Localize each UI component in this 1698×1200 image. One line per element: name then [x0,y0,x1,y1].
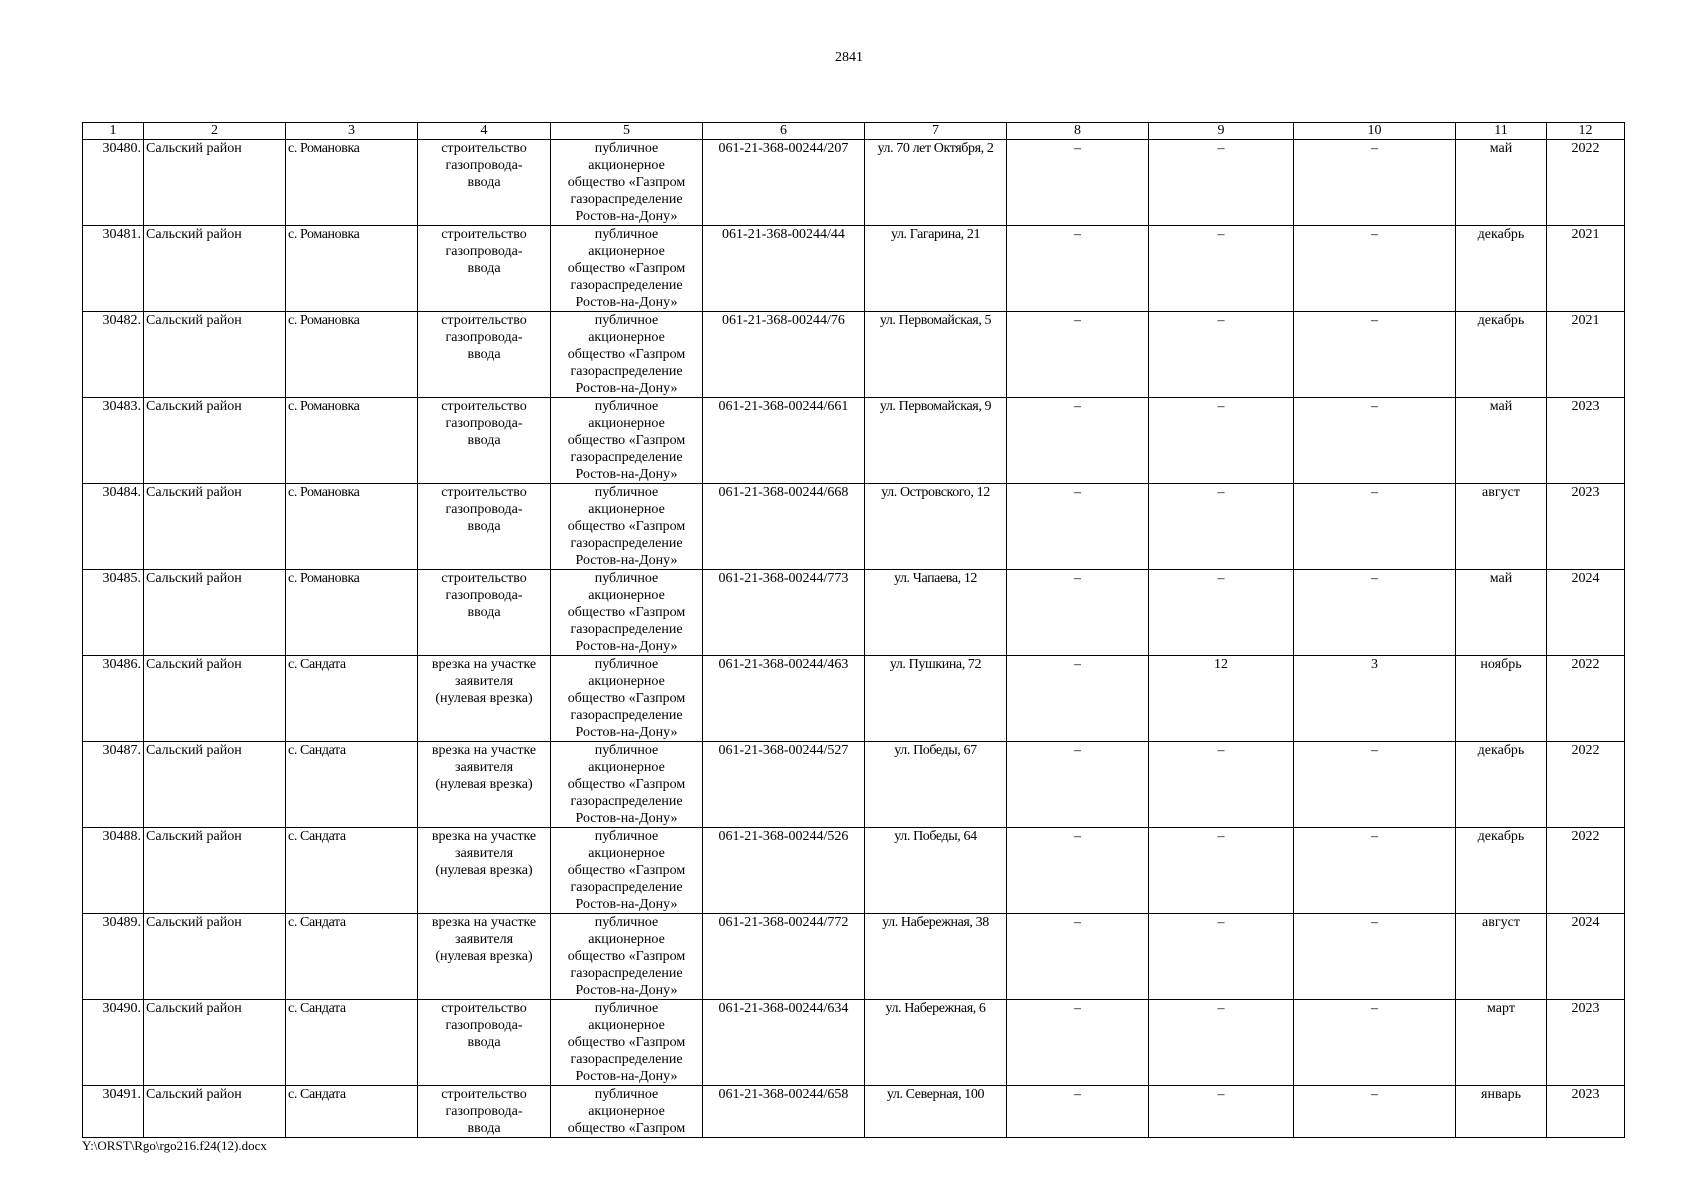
address-cell: ул. Островского, 12 [865,484,1007,570]
year-cell: 2022 [1547,140,1625,226]
work-type-cell [418,1086,551,1138]
column-8-cell: – [1007,828,1149,914]
work-type-cell-line: газопровода- [445,1104,523,1119]
settlement-cell: с. Романовка [286,398,418,484]
year-cell: 2023 [1547,484,1625,570]
column-9-cell: – [1149,1086,1294,1138]
organization-cell-line: общество «Газпром [567,949,686,964]
organization-cell-line: Ростов-на-Дону» [575,467,678,482]
column-9-cell: – [1149,1000,1294,1086]
column-number-row [83,123,1625,140]
year-cell: 2022 [1547,742,1625,828]
work-type-cell-line: строительство [441,313,527,328]
month-cell: декабрь [1456,742,1547,828]
settlement-cell: с. Романовка [286,484,418,570]
district-cell: Сальский район [144,742,286,828]
work-type-cell [418,914,551,1000]
project-code-cell: 061-21-368-00244/772 [703,914,865,1000]
table-row [83,1000,1625,1086]
organization-cell-line: общество «Газпром [567,777,686,792]
settlement-cell: с. Сандата [286,828,418,914]
organization-cell [551,312,703,398]
organization-cell-line: публичное [594,485,659,500]
page-number: 2841 [835,50,863,65]
project-code-cell: 061-21-368-00244/44 [703,226,865,312]
column-9-cell: – [1149,828,1294,914]
organization-cell-line: публичное [594,141,659,156]
organization-cell [551,914,703,1000]
column-8-cell: – [1007,742,1149,828]
row-number: 30483. [83,398,144,484]
work-type-cell-line: газопровода- [445,588,523,603]
work-type-cell-line: врезка на участке [431,657,537,672]
row-number: 30487. [83,742,144,828]
work-type-cell-line: газопровода- [445,1018,523,1033]
work-type-cell-line: ввода [467,433,501,448]
work-type-cell-line: заявителя [454,674,514,689]
organization-cell-line: общество «Газпром [567,691,686,706]
column-number: 8 [1007,123,1149,140]
organization-cell-line: публичное [594,313,659,328]
work-type-cell [418,570,551,656]
work-type-cell-line: ввода [467,519,501,534]
row-number: 30489. [83,914,144,1000]
table-row [83,742,1625,828]
organization-cell-line: Ростов-на-Дону» [575,209,678,224]
organization-cell-line: акционерное [588,416,665,431]
year-cell: 2023 [1547,1086,1625,1138]
work-type-cell-line: строительство [441,227,527,242]
organization-cell-line: общество «Газпром [567,605,686,620]
organization-cell-line: общество «Газпром [567,519,686,534]
month-cell: март [1456,1000,1547,1086]
column-9-cell: – [1149,312,1294,398]
month-cell: январь [1456,1086,1547,1138]
project-code-cell: 061-21-368-00244/526 [703,828,865,914]
settlement-cell: с. Сандата [286,742,418,828]
column-10-cell: – [1294,570,1456,656]
organization-cell-line: газораспределение [570,278,683,293]
organization-cell-line: газораспределение [570,880,683,895]
organization-cell-line: газораспределение [570,192,683,207]
column-10-cell: – [1294,226,1456,312]
work-type-cell [418,398,551,484]
organization-cell-line: публичное [594,657,659,672]
column-8-cell: – [1007,226,1149,312]
district-cell: Сальский район [144,312,286,398]
organization-cell-line: общество «Газпром [567,433,686,448]
column-9-cell: – [1149,742,1294,828]
organization-cell-line: акционерное [588,760,665,775]
organization-cell-line: газораспределение [570,794,683,809]
table-row [83,140,1625,226]
column-9-cell: – [1149,484,1294,570]
column-number: 6 [703,123,865,140]
column-8-cell: – [1007,484,1149,570]
district-cell: Сальский район [144,226,286,312]
settlement-cell: с. Сандата [286,1086,418,1138]
work-type-cell [418,1000,551,1086]
year-cell: 2021 [1547,226,1625,312]
table-body [83,140,1625,1138]
project-code-cell: 061-21-368-00244/634 [703,1000,865,1086]
district-cell: Сальский район [144,570,286,656]
district-cell: Сальский район [144,914,286,1000]
column-10-cell: – [1294,398,1456,484]
month-cell: декабрь [1456,312,1547,398]
address-cell: ул. Северная, 100 [865,1086,1007,1138]
organization-cell [551,656,703,742]
column-8-cell: – [1007,398,1149,484]
row-number: 30480. [83,140,144,226]
column-number: 10 [1294,123,1456,140]
month-cell: декабрь [1456,828,1547,914]
organization-cell-line: акционерное [588,674,665,689]
table-row [83,484,1625,570]
organization-cell-line: газораспределение [570,536,683,551]
work-type-cell-line: ввода [467,175,501,190]
row-number: 30486. [83,656,144,742]
work-type-cell-line: строительство [441,141,527,156]
organization-cell [551,398,703,484]
organization-cell-line: Ростов-на-Дону» [575,1069,678,1084]
work-type-cell-line: врезка на участке [431,743,537,758]
work-type-cell-line: газопровода- [445,244,523,259]
work-type-cell [418,656,551,742]
column-10-cell: – [1294,1000,1456,1086]
project-code-cell: 061-21-368-00244/207 [703,140,865,226]
organization-cell-line: акционерное [588,846,665,861]
organization-cell-line: акционерное [588,330,665,345]
column-10-cell: – [1294,312,1456,398]
year-cell: 2023 [1547,1000,1625,1086]
table-row [83,656,1625,742]
year-cell: 2023 [1547,398,1625,484]
organization-cell-line: Ростов-на-Дону» [575,897,678,912]
organization-cell-line: акционерное [588,244,665,259]
row-number: 30481. [83,226,144,312]
organization-cell [551,828,703,914]
organization-cell-line: общество «Газпром [567,1121,686,1136]
settlement-cell: с. Сандата [286,1000,418,1086]
year-cell: 2024 [1547,570,1625,656]
work-type-cell-line: заявителя [454,932,514,947]
year-cell: 2022 [1547,656,1625,742]
column-number: 1 [83,123,144,140]
organization-cell-line: газораспределение [570,450,683,465]
work-type-cell-line: (нулевая врезка) [435,691,533,706]
organization-cell [551,226,703,312]
column-9-cell: – [1149,398,1294,484]
organization-cell-line: акционерное [588,588,665,603]
project-code-cell: 061-21-368-00244/527 [703,742,865,828]
work-type-cell-line: ввода [467,261,501,276]
column-8-cell: – [1007,1086,1149,1138]
year-cell: 2022 [1547,828,1625,914]
district-cell: Сальский район [144,828,286,914]
row-number: 30488. [83,828,144,914]
column-10-cell: 3 [1294,656,1456,742]
column-10-cell: – [1294,828,1456,914]
organization-cell-line: газораспределение [570,1052,683,1067]
organization-cell-line: публичное [594,1087,659,1102]
column-8-cell: – [1007,1000,1149,1086]
organization-cell-line: Ростов-на-Дону» [575,725,678,740]
work-type-cell-line: ввода [467,605,501,620]
month-cell: август [1456,484,1547,570]
work-type-cell-line: строительство [441,571,527,586]
organization-cell-line: Ростов-на-Дону» [575,295,678,310]
work-type-cell-line: ввода [467,1035,501,1050]
work-type-cell-line: ввода [467,347,501,362]
work-type-cell-line: строительство [441,1001,527,1016]
column-9-cell: – [1149,226,1294,312]
work-type-cell [418,828,551,914]
address-cell: ул. Чапаева, 12 [865,570,1007,656]
organization-cell-line: Ростов-на-Дону» [575,639,678,654]
column-10-cell: – [1294,914,1456,1000]
column-8-cell: – [1007,312,1149,398]
column-9-cell: 12 [1149,656,1294,742]
organization-cell-line: публичное [594,399,659,414]
work-type-cell-line: строительство [441,399,527,414]
month-cell: май [1456,140,1547,226]
address-cell: ул. Гагарина, 21 [865,226,1007,312]
work-type-cell [418,742,551,828]
work-type-cell-line: врезка на участке [431,829,537,844]
organization-cell-line: общество «Газпром [567,863,686,878]
organization-cell-line: публичное [594,915,659,930]
organization-cell-line: газораспределение [570,708,683,723]
district-cell: Сальский район [144,656,286,742]
organization-cell-line: общество «Газпром [567,261,686,276]
year-cell: 2024 [1547,914,1625,1000]
work-type-cell-line: строительство [441,485,527,500]
work-type-cell [418,312,551,398]
project-code-cell: 061-21-368-00244/661 [703,398,865,484]
work-type-cell-line: строительство [441,1087,527,1102]
address-cell: ул. Набережная, 6 [865,1000,1007,1086]
work-type-cell [418,226,551,312]
organization-cell-line: общество «Газпром [567,175,686,190]
table-row [83,570,1625,656]
column-number: 3 [286,123,418,140]
column-number: 12 [1547,123,1625,140]
organization-cell-line: публичное [594,1001,659,1016]
month-cell: ноябрь [1456,656,1547,742]
table-row [83,398,1625,484]
settlement-cell: с. Сандата [286,914,418,1000]
column-10-cell: – [1294,140,1456,226]
work-type-cell-line: газопровода- [445,330,523,345]
address-cell: ул. Первомайская, 9 [865,398,1007,484]
district-cell: Сальский район [144,1086,286,1138]
column-number: 7 [865,123,1007,140]
organization-cell [551,484,703,570]
column-8-cell: – [1007,656,1149,742]
column-8-cell: – [1007,914,1149,1000]
month-cell: декабрь [1456,226,1547,312]
organization-cell-line: Ростов-на-Дону» [575,983,678,998]
row-number: 30482. [83,312,144,398]
work-type-cell-line: газопровода- [445,502,523,517]
work-type-cell-line: заявителя [454,846,514,861]
table-row [83,828,1625,914]
settlement-cell: с. Романовка [286,226,418,312]
district-cell: Сальский район [144,1000,286,1086]
work-type-cell-line: (нулевая врезка) [435,949,533,964]
month-cell: май [1456,398,1547,484]
row-number: 30485. [83,570,144,656]
organization-cell-line: акционерное [588,158,665,173]
column-10-cell: – [1294,1086,1456,1138]
column-8-cell: – [1007,140,1149,226]
table-row [83,226,1625,312]
column-10-cell: – [1294,742,1456,828]
column-number: 9 [1149,123,1294,140]
organization-cell-line: Ростов-на-Дону» [575,811,678,826]
organization-cell-line: акционерное [588,1104,665,1119]
registry-table [82,122,1625,1138]
organization-cell-line: акционерное [588,1018,665,1033]
work-type-cell-line: (нулевая врезка) [435,777,533,792]
settlement-cell: с. Романовка [286,570,418,656]
address-cell: ул. Победы, 64 [865,828,1007,914]
work-type-cell-line: газопровода- [445,158,523,173]
column-number: 11 [1456,123,1547,140]
project-code-cell: 061-21-368-00244/76 [703,312,865,398]
address-cell: ул. 70 лет Октября, 2 [865,140,1007,226]
column-number: 4 [418,123,551,140]
project-code-cell: 061-21-368-00244/773 [703,570,865,656]
work-type-cell [418,484,551,570]
project-code-cell: 061-21-368-00244/658 [703,1086,865,1138]
address-cell: ул. Пушкина, 72 [865,656,1007,742]
column-10-cell: – [1294,484,1456,570]
work-type-cell-line: заявителя [454,760,514,775]
organization-cell-line: общество «Газпром [567,347,686,362]
organization-cell-line: акционерное [588,502,665,517]
column-9-cell: – [1149,914,1294,1000]
month-cell: май [1456,570,1547,656]
work-type-cell [418,140,551,226]
row-number: 30484. [83,484,144,570]
organization-cell-line: акционерное [588,932,665,947]
work-type-cell-line: ввода [467,1121,501,1136]
organization-cell-line: Ростов-на-Дону» [575,553,678,568]
organization-cell [551,742,703,828]
district-cell: Сальский район [144,398,286,484]
address-cell: ул. Набережная, 38 [865,914,1007,1000]
row-number: 30491. [83,1086,144,1138]
row-number: 30490. [83,1000,144,1086]
organization-cell-line: публичное [594,571,659,586]
organization-cell-line: газораспределение [570,622,683,637]
month-cell: август [1456,914,1547,1000]
address-cell: ул. Первомайская, 5 [865,312,1007,398]
file-path-footer: Y:\ORST\Rgo\rgo216.f24(12).docx [82,1138,267,1153]
organization-cell-line: публичное [594,829,659,844]
district-cell: Сальский район [144,484,286,570]
project-code-cell: 061-21-368-00244/463 [703,656,865,742]
column-8-cell: – [1007,570,1149,656]
settlement-cell: с. Романовка [286,140,418,226]
organization-cell [551,570,703,656]
work-type-cell-line: (нулевая врезка) [435,863,533,878]
organization-cell-line: публичное [594,227,659,242]
organization-cell-line: общество «Газпром [567,1035,686,1050]
organization-cell [551,140,703,226]
year-cell: 2021 [1547,312,1625,398]
address-cell: ул. Победы, 67 [865,742,1007,828]
project-code-cell: 061-21-368-00244/668 [703,484,865,570]
settlement-cell: с. Романовка [286,312,418,398]
column-9-cell: – [1149,570,1294,656]
table-row [83,1086,1625,1138]
table-row [83,312,1625,398]
column-number: 5 [551,123,703,140]
column-number: 2 [144,123,286,140]
organization-cell [551,1000,703,1086]
organization-cell-line: Ростов-на-Дону» [575,381,678,396]
district-cell: Сальский район [144,140,286,226]
organization-cell-line: газораспределение [570,966,683,981]
settlement-cell: с. Сандата [286,656,418,742]
organization-cell [551,1086,703,1138]
table-row [83,914,1625,1000]
organization-cell-line: газораспределение [570,364,683,379]
column-9-cell: – [1149,140,1294,226]
organization-cell-line: публичное [594,743,659,758]
work-type-cell-line: врезка на участке [431,915,537,930]
work-type-cell-line: газопровода- [445,416,523,431]
